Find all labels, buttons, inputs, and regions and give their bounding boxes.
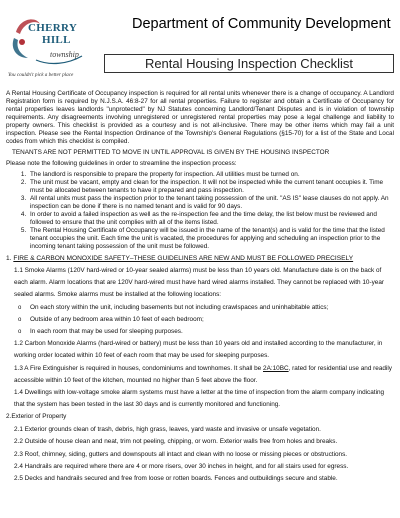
exterior-item: 2.4 Handrails are required where there are 4 or more risers, over 30 inches in height, and for all stairs used for egress. [14,463,349,471]
extinguisher-rating: 2A:10BC [263,364,289,372]
guidelines-list [6,171,394,251]
smoke-alarm-locations [6,302,394,339]
list-item-text: Outside of any bedroom area within 10 feet of each bedroom; [30,315,204,323]
department-name: Department of Community Development [132,16,391,32]
section-2-heading: 2.Exterior of Property [6,413,67,421]
page-title-text: Rental Housing Inspection Checklist [144,56,354,71]
guideline-item: 4. In order to avoid a failed inspection as well as the re-inspection fee and the time delay, the list below must be reviewed and followed to ensure that the unit complies with all of the items listed. [28,211,394,227]
list-item-text: On each story within the unit, including basements but not including crawlspaces and uninhabitable attics; [30,303,329,311]
guideline-item: 3. All rental units must pass the inspection prior to the tenant taking possession of the unit. "AS IS" lease clauses do not apply. An inspection can be done if there is no named tenant and is valid for 90 days. [28,195,394,211]
logo-word-township: township [50,50,79,59]
intro-paragraph: A Rental Housing Certificate of Occupancy inspection is required for all rental units whenever there is a change of occupancy. A Landlord Registration form is required by N.J.S.A. 46:8-27 for all rental properties. Failure to register and obtain a Certificate of Occupancy for rental properties leaves landlords "unprotected" by NJ Statutes concerning Landlord/Tenant Disputes and is in violation of township requirements. Any disagreements involving unregistered or unregistered rental properties may pose a legal challenge and liability to property owners. This checklist is provided as a courtesy and is not all-inclusive. There may be other items which may fail a unit inspection. Please see the Rental Inspection Ordinance of the Township's General Regulations (§15-70) for a list of the State and Local codes from which this checklist is compiled. [6,90,394,145]
cherry-hill-logo [6,14,94,80]
document-body [6,90,394,486]
low-voltage-paragraph: 1.4 Dwellings with low-voltage smoke alarm systems must have a letter at the time of inspection from the alarm company indicating that the system has been tested in the last 30 days and is currently monitored and functioning. [14,389,385,409]
fire-extinguisher-paragraph [6,363,394,387]
guideline-item: 1. The landlord is responsible to prepare the property for inspection. All utilities must be turned on. [28,171,394,179]
list-item [18,302,394,314]
section-1-number: 1. [6,255,12,262]
list-item-text: In each room that may be used for sleeping purposes. [30,328,183,336]
section-1-title: FIRE & CARBON MONOXIDE SAFETY–THESE GUIDELINES ARE NEW AND MUST BE FOLLOWED PRECISELY [13,255,354,262]
logo-word-cherry: CHERRY [28,22,78,34]
exterior-item: 2.2 Outside of house clean and neat, trim not peeling, chipping, or worn. Exterior walls free from holes and breaks. [14,438,338,446]
exterior-item: 2.1 Exterior grounds clean of trash, debris, high grass, leaves, yard waste and invasive or unsafe vegetation. [14,425,321,433]
co-alarms-paragraph: 1.2 Carbon Monoxide Alarms (hard-wired or battery) must be less than 10 years old and installed according to the manufacturer, in working order located within 10 feet of each room that may be used for sleeping purposes. [14,340,383,360]
list-item [18,326,394,338]
smoke-alarms-paragraph: 1.1 Smoke Alarms (120V hard-wired or 10-year sealed alarms) must be less than 10 years old. Manufacture date is on the back of each alarm. Alarm locations that are 120V hard-wired must have hard wired alarms installed. They cannot be replaced with 10-year sealed alarms. Smoke alarms must be installed at the following locations: [14,267,385,299]
move-in-notice: TENANTS ARE NOT PERMITTED TO MOVE IN UNTIL APPROVAL IS GIVEN BY THE HOUSING INSPECTOR [12,149,330,156]
section-2 [6,411,394,485]
guidelines-lead: Please note the following guidelines in order to streamline the inspection process: [6,160,237,167]
exterior-item: 2.3 Roof, chimney, siding, gutters and downspouts all intact and clean with no loose or missing pieces or obstructions. [14,450,348,458]
page-title [104,54,394,73]
extinguisher-text-a: 1.3 A Fire Extinguisher is required in houses, condominiums and townhomes. It shall be [14,364,264,372]
extinguisher-text-b: , rated for residential use and readily accessible within 10 feet of the kitchen, mounted no higher than 5 feet above the floor. [14,364,392,384]
logo-tagline: You couldn't pick a better place [8,72,74,78]
guideline-item: 5. The Rental Housing Certificate of Occupancy will be issued in the name of the tenant(s) and is valid for the time that the listed tenant occupies the unit. Each time the unit is vacated, the procedures for applying and scheduling an inspection prior to the incoming tenant taking possession of the unit must be followed. [28,227,394,251]
guideline-item: 2. The unit must be vacant, empty and clean for the inspection. It will not be inspected while the current tenant occupies it. Time must be allocated between tenants to have it prepared and pass inspection. [28,179,394,195]
list-item [18,314,394,326]
section-1-heading [6,255,394,263]
exterior-item: 2.5 Decks and handrails secured and free from loose or rotten boards. Fences and outbuildings secure and stable. [14,475,338,483]
logo-word-hill: HILL [42,34,71,46]
